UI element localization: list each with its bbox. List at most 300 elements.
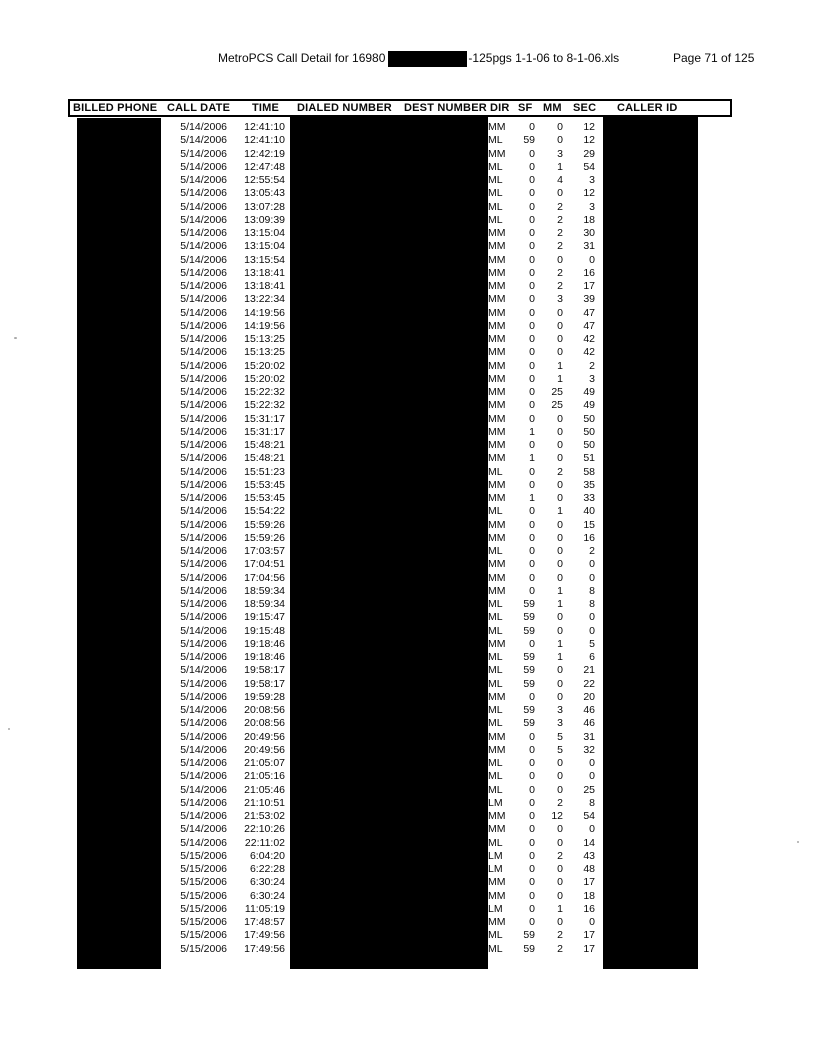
call-date-cell: 5/14/2006 — [180, 253, 227, 266]
time-cell: 20:49:56 — [244, 730, 285, 743]
sf-cell: 0 — [529, 174, 535, 186]
sf-cell: 0 — [529, 465, 535, 478]
redaction-billed-phone-column — [77, 118, 161, 969]
time-cell: 6:30:24 — [249, 889, 285, 902]
sec-cell: 40 — [583, 505, 595, 518]
mm-cell: 2 — [557, 200, 563, 213]
sf-cell: 0 — [529, 359, 535, 372]
sec-cell: 0 — [589, 916, 595, 928]
mm-cell: 1 — [557, 372, 563, 385]
call-date-cell: 5/14/2006 — [180, 134, 227, 147]
sf-cell: 0 — [529, 478, 535, 491]
time-cell: 15:31:17 — [244, 425, 285, 438]
call-date-cell: 5/14/2006 — [180, 730, 227, 743]
call-date-cell: 5/14/2006 — [180, 836, 227, 849]
call-date-cell: 5/14/2006 — [180, 584, 227, 597]
call-date-cell: 5/14/2006 — [180, 492, 227, 504]
sf-cell: 59 — [523, 942, 535, 955]
dir-cell: ML — [488, 651, 503, 663]
dir-cell: MM — [488, 743, 506, 756]
mm-cell: 0 — [557, 452, 563, 465]
sf-cell: 0 — [529, 160, 535, 173]
sec-cell: 0 — [589, 770, 595, 783]
dir-cell: LM — [488, 849, 503, 862]
time-cell: 6:04:20 — [249, 849, 285, 862]
dir-cell: MM — [488, 916, 506, 928]
sf-cell: 0 — [529, 796, 535, 809]
sf-cell: 59 — [523, 134, 535, 147]
call-date-cell: 5/14/2006 — [180, 505, 227, 518]
sf-cell: 0 — [529, 240, 535, 253]
time-cell: 21:05:46 — [244, 783, 285, 796]
column-header-mm: MM — [543, 102, 562, 114]
sf-cell: 1 — [529, 492, 535, 504]
call-date-cell: 5/14/2006 — [180, 121, 227, 133]
dir-cell: MM — [488, 823, 506, 836]
dir-cell: MM — [488, 359, 506, 372]
sec-cell: 47 — [583, 306, 595, 319]
time-cell: 19:59:28 — [244, 690, 285, 703]
column-header-billed-phone: BILLED PHONE — [73, 102, 158, 114]
sec-cell: 0 — [589, 558, 595, 571]
call-date-cell: 5/14/2006 — [180, 266, 227, 279]
mm-cell: 0 — [557, 836, 563, 849]
sf-cell: 0 — [529, 783, 535, 796]
call-date-cell: 5/14/2006 — [180, 757, 227, 769]
sf-cell: 0 — [529, 412, 535, 425]
mm-cell: 2 — [557, 942, 563, 955]
sec-cell: 50 — [583, 412, 595, 425]
mm-cell: 25 — [551, 399, 563, 412]
time-cell: 17:48:57 — [244, 916, 285, 928]
mm-cell: 0 — [557, 346, 563, 359]
call-date-cell: 5/14/2006 — [180, 637, 227, 650]
call-date-cell: 5/14/2006 — [180, 280, 227, 292]
call-date-cell: 5/14/2006 — [180, 306, 227, 319]
dir-cell: MM — [488, 518, 506, 531]
call-date-cell: 5/14/2006 — [180, 346, 227, 359]
call-date-cell: 5/14/2006 — [180, 452, 227, 465]
sec-cell: 0 — [589, 624, 595, 637]
dir-cell: MM — [488, 319, 506, 332]
mm-cell: 1 — [557, 584, 563, 597]
dir-cell: MM — [488, 425, 506, 438]
call-date-cell: 5/14/2006 — [180, 571, 227, 584]
call-date-cell: 5/14/2006 — [180, 810, 227, 822]
dir-cell: ML — [488, 611, 503, 624]
sf-cell: 0 — [529, 293, 535, 306]
call-date-cell: 5/14/2006 — [180, 359, 227, 372]
mm-cell: 0 — [557, 611, 563, 624]
sec-cell: 0 — [589, 253, 595, 266]
dir-cell: ML — [488, 187, 503, 200]
mm-cell: 0 — [557, 770, 563, 783]
time-cell: 15:53:45 — [244, 492, 285, 504]
time-cell: 19:58:17 — [244, 664, 285, 677]
time-cell: 20:49:56 — [244, 743, 285, 756]
sec-cell: 17 — [583, 280, 595, 292]
mm-cell: 0 — [557, 916, 563, 928]
dir-cell: ML — [488, 757, 503, 769]
time-cell: 17:49:56 — [244, 929, 285, 942]
time-cell: 15:13:25 — [244, 333, 285, 345]
sec-cell: 51 — [583, 452, 595, 465]
sf-cell: 0 — [529, 849, 535, 862]
mm-cell: 0 — [557, 664, 563, 677]
time-cell: 18:59:34 — [244, 598, 285, 610]
time-cell: 19:58:17 — [244, 677, 285, 690]
call-date-cell: 5/15/2006 — [180, 902, 227, 915]
time-cell: 18:59:34 — [244, 584, 285, 597]
time-cell: 19:18:46 — [244, 637, 285, 650]
dir-cell: MM — [488, 889, 506, 902]
sec-cell: 29 — [583, 147, 595, 160]
mm-cell: 0 — [557, 889, 563, 902]
mm-cell: 0 — [557, 412, 563, 425]
call-date-cell: 5/15/2006 — [180, 916, 227, 928]
sec-cell: 6 — [589, 651, 595, 663]
table-header-row — [68, 99, 732, 117]
sec-cell: 46 — [583, 704, 595, 716]
call-date-cell: 5/14/2006 — [180, 372, 227, 385]
dir-cell: MM — [488, 386, 506, 398]
dir-cell: MM — [488, 584, 506, 597]
dir-cell: MM — [488, 412, 506, 425]
redaction-caller-id-column — [603, 117, 698, 969]
dir-cell: MM — [488, 571, 506, 584]
dir-cell: ML — [488, 783, 503, 796]
sf-cell: 0 — [529, 584, 535, 597]
sec-cell: 8 — [589, 598, 595, 610]
sf-cell: 0 — [529, 253, 535, 266]
mm-cell: 1 — [557, 598, 563, 610]
column-header-sec: SEC — [573, 102, 597, 114]
sec-cell: 12 — [583, 134, 595, 147]
dir-cell: MM — [488, 492, 506, 504]
sec-cell: 31 — [583, 730, 595, 743]
sf-cell: 0 — [529, 187, 535, 200]
mm-cell: 0 — [557, 624, 563, 637]
dir-cell: MM — [488, 147, 506, 160]
document-title-prefix: MetroPCS Call Detail for 16980 — [218, 51, 386, 65]
time-cell: 17:03:57 — [244, 545, 285, 557]
call-date-cell: 5/14/2006 — [180, 690, 227, 703]
time-cell: 12:47:48 — [244, 160, 285, 173]
sf-cell: 0 — [529, 730, 535, 743]
sf-cell: 59 — [523, 677, 535, 690]
dir-cell: ML — [488, 505, 503, 518]
time-cell: 13:18:41 — [244, 280, 285, 292]
time-cell: 12:41:10 — [244, 134, 285, 147]
sec-cell: 5 — [589, 637, 595, 650]
sec-cell: 22 — [583, 677, 595, 690]
sec-cell: 33 — [583, 492, 595, 504]
dir-cell: MM — [488, 558, 506, 571]
sec-cell: 42 — [583, 333, 595, 345]
sf-cell: 1 — [529, 452, 535, 465]
mm-cell: 0 — [557, 439, 563, 451]
time-cell: 15:22:32 — [244, 399, 285, 412]
call-date-cell: 5/14/2006 — [180, 319, 227, 332]
sec-cell: 2 — [589, 545, 595, 557]
call-date-cell: 5/14/2006 — [180, 664, 227, 677]
mm-cell: 25 — [551, 386, 563, 398]
sec-cell: 8 — [589, 584, 595, 597]
sf-cell: 59 — [523, 611, 535, 624]
dir-cell: MM — [488, 280, 506, 292]
time-cell: 15:59:26 — [244, 518, 285, 531]
sf-cell: 59 — [523, 664, 535, 677]
sf-cell: 0 — [529, 531, 535, 544]
sf-cell: 0 — [529, 863, 535, 875]
sec-cell: 54 — [583, 160, 595, 173]
sec-cell: 54 — [583, 810, 595, 822]
sf-cell: 0 — [529, 346, 535, 359]
sec-cell: 58 — [583, 465, 595, 478]
mm-cell: 2 — [557, 266, 563, 279]
call-date-cell: 5/15/2006 — [180, 889, 227, 902]
mm-cell: 0 — [557, 333, 563, 345]
dir-cell: ML — [488, 200, 503, 213]
call-date-cell: 5/14/2006 — [180, 624, 227, 637]
call-date-cell: 5/14/2006 — [180, 478, 227, 491]
dir-cell: MM — [488, 690, 506, 703]
call-date-cell: 5/14/2006 — [180, 770, 227, 783]
sf-cell: 0 — [529, 810, 535, 822]
sec-cell: 47 — [583, 319, 595, 332]
sec-cell: 0 — [589, 571, 595, 584]
page-number-label: Page 71 of 125 — [673, 51, 755, 65]
time-cell: 21:53:02 — [244, 810, 285, 822]
sec-cell: 16 — [583, 902, 595, 915]
dir-cell: MM — [488, 876, 506, 889]
mm-cell: 5 — [557, 730, 563, 743]
sf-cell: 0 — [529, 743, 535, 756]
dir-cell: ML — [488, 545, 503, 557]
sf-cell: 0 — [529, 545, 535, 557]
sec-cell: 0 — [589, 757, 595, 769]
sf-cell: 0 — [529, 518, 535, 531]
mm-cell: 0 — [557, 121, 563, 133]
scan-artifact — [8, 728, 10, 730]
call-date-cell: 5/14/2006 — [180, 531, 227, 544]
dir-cell: ML — [488, 160, 503, 173]
mm-cell: 0 — [557, 492, 563, 504]
call-date-cell: 5/14/2006 — [180, 677, 227, 690]
time-cell: 21:10:51 — [244, 796, 285, 809]
sf-cell: 0 — [529, 836, 535, 849]
mm-cell: 0 — [557, 425, 563, 438]
mm-cell: 3 — [557, 704, 563, 716]
sec-cell: 43 — [583, 849, 595, 862]
sf-cell: 0 — [529, 266, 535, 279]
dir-cell: ML — [488, 624, 503, 637]
sec-cell: 18 — [583, 889, 595, 902]
sf-cell: 0 — [529, 372, 535, 385]
call-date-cell: 5/14/2006 — [180, 174, 227, 186]
mm-cell: 0 — [557, 319, 563, 332]
sec-cell: 14 — [583, 836, 595, 849]
call-date-cell: 5/14/2006 — [180, 743, 227, 756]
sf-cell: 59 — [523, 651, 535, 663]
dir-cell: MM — [488, 346, 506, 359]
call-date-cell: 5/14/2006 — [180, 598, 227, 610]
mm-cell: 2 — [557, 240, 563, 253]
call-date-cell: 5/14/2006 — [180, 796, 227, 809]
call-date-cell: 5/15/2006 — [180, 863, 227, 875]
sec-cell: 21 — [583, 664, 595, 677]
redaction-dialed-dest-number-columns — [290, 117, 488, 969]
time-cell: 13:09:39 — [244, 213, 285, 226]
time-cell: 13:05:43 — [244, 187, 285, 200]
sf-cell: 0 — [529, 558, 535, 571]
dir-cell: MM — [488, 637, 506, 650]
dir-cell: MM — [488, 730, 506, 743]
call-date-cell: 5/14/2006 — [180, 386, 227, 398]
mm-cell: 2 — [557, 280, 563, 292]
sf-cell: 0 — [529, 505, 535, 518]
mm-cell: 3 — [557, 293, 563, 306]
mm-cell: 0 — [557, 478, 563, 491]
dir-cell: MM — [488, 333, 506, 345]
dir-cell: ML — [488, 134, 503, 147]
dir-cell: ML — [488, 704, 503, 716]
mm-cell: 0 — [557, 876, 563, 889]
sec-cell: 16 — [583, 531, 595, 544]
sec-cell: 3 — [589, 174, 595, 186]
sf-cell: 0 — [529, 690, 535, 703]
time-cell: 13:18:41 — [244, 266, 285, 279]
mm-cell: 4 — [557, 174, 563, 186]
call-date-cell: 5/14/2006 — [180, 399, 227, 412]
time-cell: 15:51:23 — [244, 465, 285, 478]
sec-cell: 0 — [589, 611, 595, 624]
time-cell: 15:20:02 — [244, 372, 285, 385]
sf-cell: 59 — [523, 704, 535, 716]
mm-cell: 1 — [557, 505, 563, 518]
mm-cell: 0 — [557, 306, 563, 319]
call-date-cell: 5/14/2006 — [180, 611, 227, 624]
call-date-cell: 5/14/2006 — [180, 187, 227, 200]
scan-artifact — [797, 841, 799, 843]
time-cell: 15:59:26 — [244, 531, 285, 544]
sec-cell: 12 — [583, 187, 595, 200]
mm-cell: 0 — [557, 783, 563, 796]
mm-cell: 1 — [557, 359, 563, 372]
column-header-dest-number: DEST NUMBER — [404, 102, 487, 114]
dir-cell: MM — [488, 452, 506, 465]
sec-cell: 3 — [589, 200, 595, 213]
mm-cell: 2 — [557, 849, 563, 862]
dir-cell: LM — [488, 902, 503, 915]
call-date-cell: 5/14/2006 — [180, 240, 227, 253]
sf-cell: 0 — [529, 902, 535, 915]
sec-cell: 25 — [583, 783, 595, 796]
call-date-cell: 5/14/2006 — [180, 412, 227, 425]
mm-cell: 0 — [557, 757, 563, 769]
call-date-cell: 5/14/2006 — [180, 823, 227, 836]
mm-cell: 0 — [557, 187, 563, 200]
sec-cell: 15 — [583, 518, 595, 531]
mm-cell: 0 — [557, 690, 563, 703]
document-title-suffix: -125pgs 1-1-06 to 8-1-06.xls — [468, 51, 620, 65]
dir-cell: ML — [488, 213, 503, 226]
call-date-cell: 5/14/2006 — [180, 545, 227, 557]
dir-cell: MM — [488, 240, 506, 253]
sec-cell: 17 — [583, 942, 595, 955]
sec-cell: 3 — [589, 372, 595, 385]
dir-cell: MM — [488, 266, 506, 279]
dir-cell: LM — [488, 863, 503, 875]
time-cell: 20:08:56 — [244, 704, 285, 716]
call-date-cell: 5/14/2006 — [180, 200, 227, 213]
sf-cell: 0 — [529, 333, 535, 345]
sf-cell: 0 — [529, 770, 535, 783]
time-cell: 13:07:28 — [244, 200, 285, 213]
mm-cell: 3 — [557, 717, 563, 730]
sf-cell: 59 — [523, 624, 535, 637]
sf-cell: 59 — [523, 598, 535, 610]
mm-cell: 0 — [557, 677, 563, 690]
sec-cell: 46 — [583, 717, 595, 730]
dir-cell: LM — [488, 796, 503, 809]
sf-cell: 0 — [529, 823, 535, 836]
mm-cell: 0 — [557, 571, 563, 584]
dir-cell: MM — [488, 810, 506, 822]
mm-cell: 2 — [557, 213, 563, 226]
mm-cell: 0 — [557, 253, 563, 266]
sf-cell: 1 — [529, 425, 535, 438]
time-cell: 22:10:26 — [244, 823, 285, 836]
mm-cell: 0 — [557, 863, 563, 875]
call-date-cell: 5/14/2006 — [180, 425, 227, 438]
call-date-cell: 5/15/2006 — [180, 929, 227, 942]
mm-cell: 0 — [557, 518, 563, 531]
time-cell: 19:15:47 — [244, 611, 285, 624]
mm-cell: 2 — [557, 929, 563, 942]
call-date-cell: 5/14/2006 — [180, 518, 227, 531]
sf-cell: 0 — [529, 916, 535, 928]
dir-cell: ML — [488, 677, 503, 690]
sf-cell: 0 — [529, 637, 535, 650]
mm-cell: 1 — [557, 637, 563, 650]
dir-cell: ML — [488, 664, 503, 677]
call-date-cell: 5/14/2006 — [180, 439, 227, 451]
time-cell: 19:18:46 — [244, 651, 285, 663]
mm-cell: 0 — [557, 545, 563, 557]
redaction-phone-number — [388, 51, 467, 67]
document-title — [218, 50, 619, 67]
mm-cell: 2 — [557, 227, 563, 239]
column-header-time: TIME — [252, 102, 280, 114]
sf-cell: 0 — [529, 386, 535, 398]
sec-cell: 17 — [583, 929, 595, 942]
dir-cell: MM — [488, 253, 506, 266]
sf-cell: 59 — [523, 929, 535, 942]
call-date-cell: 5/14/2006 — [180, 333, 227, 345]
call-date-cell: 5/14/2006 — [180, 558, 227, 571]
time-cell: 15:31:17 — [244, 412, 285, 425]
time-cell: 17:04:51 — [244, 558, 285, 571]
sf-cell: 0 — [529, 889, 535, 902]
time-cell: 6:30:24 — [249, 876, 285, 889]
sec-cell: 49 — [583, 399, 595, 412]
call-date-cell: 5/14/2006 — [180, 213, 227, 226]
mm-cell: 1 — [557, 651, 563, 663]
time-cell: 13:15:04 — [244, 240, 285, 253]
time-cell: 15:13:25 — [244, 346, 285, 359]
mm-cell: 3 — [557, 147, 563, 160]
